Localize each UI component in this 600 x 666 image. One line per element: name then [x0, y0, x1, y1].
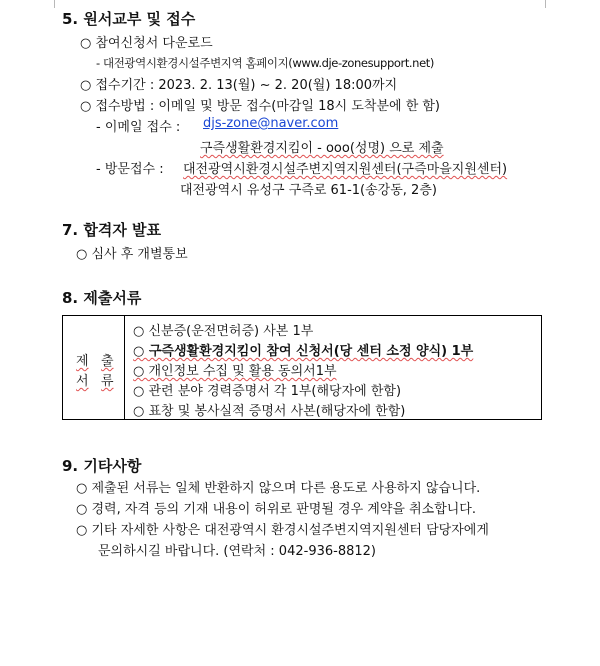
section-9-item: ○ 경력, 자격 등의 기재 내용이 허위로 판명될 경우 계약을 취소합니다. — [76, 502, 476, 517]
documents-table — [62, 315, 542, 420]
section-5-item-period: ○ 접수기간 : 2023. 2. 13(월) ~ 2. 20(월) 18:00까지 — [80, 78, 398, 93]
document-item: ○ 신분증(운전면허증) 사본 1부 — [133, 324, 314, 339]
section-5-email-note: 구즉생활환경지킴이 - ooo(성명) 으로 제출 — [200, 141, 444, 156]
section-5-download-url: - 대전광역시환경시설주변지역 홈페이지(www.dje-zonesupport.net) — [96, 56, 434, 70]
page-corner-mark — [40, 0, 55, 8]
section-5-heading: 5. 원서교부 및 접수 — [62, 10, 196, 28]
section-5-visit-address: 대전광역시 유성구 구즉로 61-1(송강동, 2층) — [180, 183, 437, 198]
section-9-item-continuation: 문의하시길 바랍니다. (연락처 : 042-936-8812) — [98, 544, 376, 559]
section-7-item: ○ 심사 후 개별통보 — [76, 247, 188, 262]
section-5-item-method: ○ 접수방법 : 이메일 및 방문 접수(마감일 18시 도착분에 한 함) — [80, 99, 441, 114]
section-9-item: ○ 제출된 서류는 일체 반환하지 않으며 다른 용도로 사용하지 않습니다. — [76, 481, 481, 496]
section-5-email-label: - 이메일 접수 : — [96, 120, 181, 135]
section-9-item: ○ 기타 자세한 사항은 대전광역시 환경시설주변지역지원센터 담당자에게 — [76, 523, 489, 538]
label-char: 서 — [76, 374, 89, 389]
document-item: ○ 관련 분야 경력증명서 각 1부(해당자에 한함) — [133, 384, 402, 399]
document-item: ○ 구즉생활환경지킴이 참여 신청서(당 센터 소정 양식) 1부 — [133, 344, 474, 359]
section-5-visit-label: - 방문접수 : — [96, 162, 164, 177]
page-corner-mark — [545, 0, 560, 8]
label-char: 류 — [101, 374, 114, 389]
email-link[interactable]: djs-zone@naver.com — [203, 116, 339, 131]
section-5-visit-place: 대전광역시환경시설주변지역지원센터(구즉마을지원센터) — [183, 162, 508, 177]
documents-table-label — [63, 316, 125, 419]
label-char: 제 — [76, 354, 89, 369]
label-char: 출 — [101, 354, 114, 369]
section-9-heading: 9. 기타사항 — [62, 457, 142, 475]
section-7-heading: 7. 합격자 발표 — [62, 221, 162, 239]
document-item: ○ 개인정보 수집 및 활용 동의서1부 — [133, 364, 337, 379]
section-8-heading: 8. 제출서류 — [62, 289, 142, 307]
document-item: ○ 표창 및 봉사실적 증명서 사본(해당자에 한함) — [133, 404, 406, 419]
section-5-item-download: ○ 참여신청서 다운로드 — [80, 36, 213, 51]
